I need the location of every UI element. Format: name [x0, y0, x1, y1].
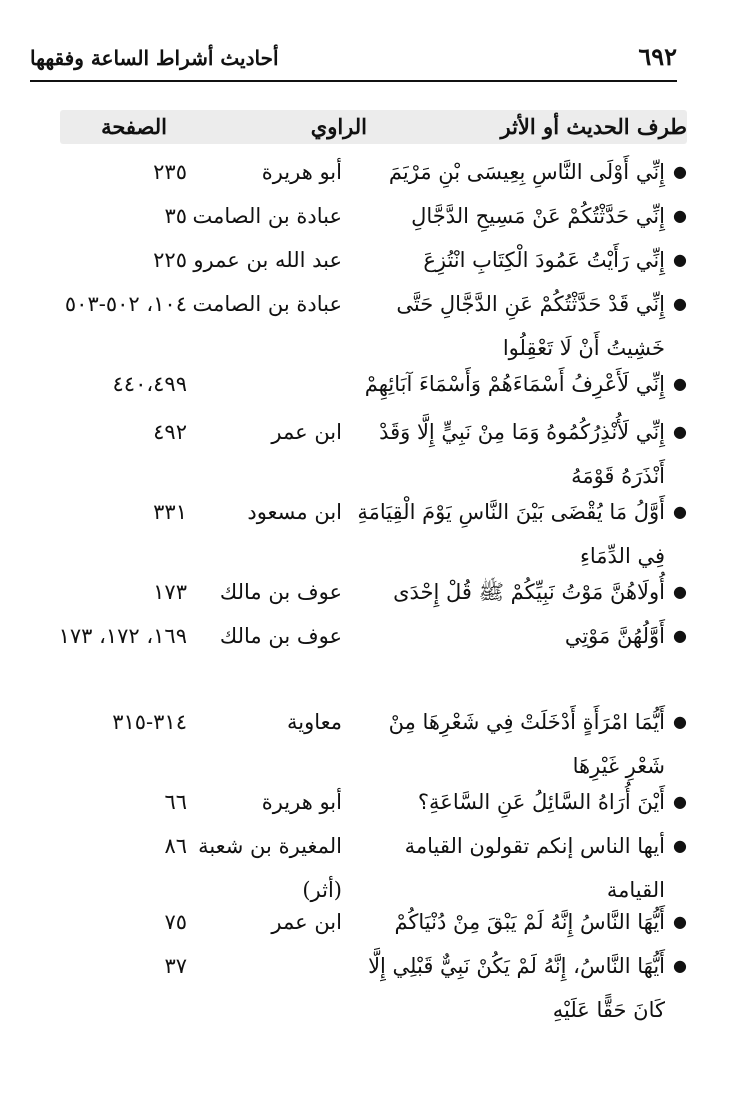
rawi-name: أبو هريرة — [261, 160, 342, 184]
rawi-name: عوف بن مالك — [219, 580, 342, 604]
bullet-icon: ● — [673, 582, 687, 601]
bullet-icon: ● — [673, 250, 687, 269]
bullet-icon: ● — [673, 294, 687, 313]
rawi-name: ابن عمر — [271, 420, 342, 444]
page-reference: ٣٣١ — [153, 500, 187, 524]
rawi-name: ابن مسعود — [247, 500, 342, 524]
hadith-text: أَوَّلُهُنَّ مَوْتِي — [564, 624, 665, 648]
hadith-text: إِنِّي لَأَعْرِفُ أَسْمَاءَهُمْ وَأَسْمَاءَ آبَائِهِمْ — [364, 372, 665, 396]
bullet-icon: ● — [673, 792, 687, 811]
page-reference: ٤٤٠،٤٩٩ — [112, 372, 187, 396]
hadith-text: أَيُّمَا امْرَأَةٍ أَدْخَلَتْ فِي شَعْرِهَا مِنْ شَعْرِ غَيْرِهَا — [388, 710, 665, 778]
bullet-icon: ● — [673, 422, 687, 441]
page-reference: ٢٣٥ — [153, 160, 187, 184]
hadith-text: إِنِّي رَأَيْتُ عَمُودَ الْكِتَابِ انْتُزِعَ — [423, 248, 665, 272]
page-reference: ٨٦ — [164, 834, 187, 858]
rawi-name: معاوية — [286, 710, 342, 734]
page-reference: ٢٢٥ — [153, 248, 187, 272]
page-reference: ١٧٣ — [153, 580, 187, 604]
bullet-icon: ● — [673, 626, 687, 645]
rawi-name: أبو هريرة — [261, 790, 342, 814]
page-reference: ١٦٩، ١٧٢، ١٧٣ — [58, 624, 187, 648]
rawi-name: المغيرة بن شعبة (أثر) — [198, 834, 342, 902]
hadith-text: أُولَاهُنَّ مَوْتُ نَبِيِّكُمْ ﷺ قُلْ إِحْدَى — [393, 580, 665, 604]
bullet-icon: ● — [673, 956, 687, 975]
rawi-name: عوف بن مالك — [219, 624, 342, 648]
bullet-icon: ● — [673, 502, 687, 521]
page-reference: ١٠٤، ٥٠٢-٥٠٣ — [64, 292, 187, 316]
hadith-text: أيها الناس إنكم تقولون القيامة القيامة — [404, 834, 665, 902]
bullet-icon: ● — [673, 162, 687, 181]
rawi-name: ابن عمر — [271, 910, 342, 934]
page-reference: ٧٥ — [164, 910, 187, 934]
column-header-page: الصفحة — [101, 114, 167, 139]
rawi-name: عبادة بن الصامت — [192, 292, 342, 316]
page-reference: ٣٥ — [164, 204, 187, 228]
hadith-text: إِنِّي لَأُنْذِرُكُمُوهُ وَمَا مِنْ نَبِيٍّ إِلَّا وَقَدْ أَنْذَرَهُ قَوْمَهُ — [379, 420, 665, 488]
rawi-name: عبد الله بن عمرو — [193, 248, 342, 272]
bullet-icon: ● — [673, 836, 687, 855]
bullet-icon: ● — [673, 712, 687, 731]
hadith-text: أَيُّهَا النَّاسُ، إِنَّهُ لَمْ يَكُنْ نَبِيٌّ قَبْلِي إِلَّا كَانَ حَقًّا عَلَيْهِ — [368, 954, 665, 1022]
bullet-icon: ● — [673, 374, 687, 393]
page-reference: ٦٦ — [164, 790, 187, 814]
hadith-text: إِنِّي حَدَّثْتُكُمْ عَنْ مَسِيحِ الدَّجَّالِ — [411, 204, 665, 228]
running-header — [30, 40, 677, 82]
hadith-text: أَيُّهَا النَّاسُ إِنَّهُ لَمْ يَبْقَ مِنْ دُنْيَاكُمْ — [394, 910, 665, 934]
hadith-text: أَوَّلُ مَا يُقْضَى بَيْنَ النَّاسِ يَوْمَ الْقِيَامَةِ فِي الدِّمَاءِ — [357, 500, 665, 568]
running-title: أحاديث أشراط الساعة وفقهها — [30, 46, 279, 70]
page-reference: ٤٩٢ — [153, 420, 187, 444]
column-header-hadith: طرف الحديث أو الأثر — [500, 114, 687, 139]
page-number: ٦٩٢ — [638, 42, 677, 71]
bullet-icon: ● — [673, 912, 687, 931]
page-reference: ٣١٤-٣١٥ — [112, 710, 187, 734]
column-headers — [60, 110, 687, 144]
hadith-text: إِنِّي قَدْ حَدَّثْتُكُمْ عَنِ الدَّجَّالِ حَتَّى خَشِيتُ أَنْ لَا تَعْقِلُوا — [396, 292, 665, 360]
bullet-icon: ● — [673, 206, 687, 225]
page-reference: ٣٧ — [164, 954, 187, 978]
hadith-text: أَيْنَ أُرَاهُ السَّائِلُ عَنِ السَّاعَةِ؟ — [417, 790, 665, 814]
column-header-rawi: الراوي — [310, 114, 367, 139]
hadith-text: إِنِّي أَوْلَى النَّاسِ بِعِيسَى بْنِ مَرْيَمَ — [388, 160, 665, 184]
rawi-name: عبادة بن الصامت — [192, 204, 342, 228]
